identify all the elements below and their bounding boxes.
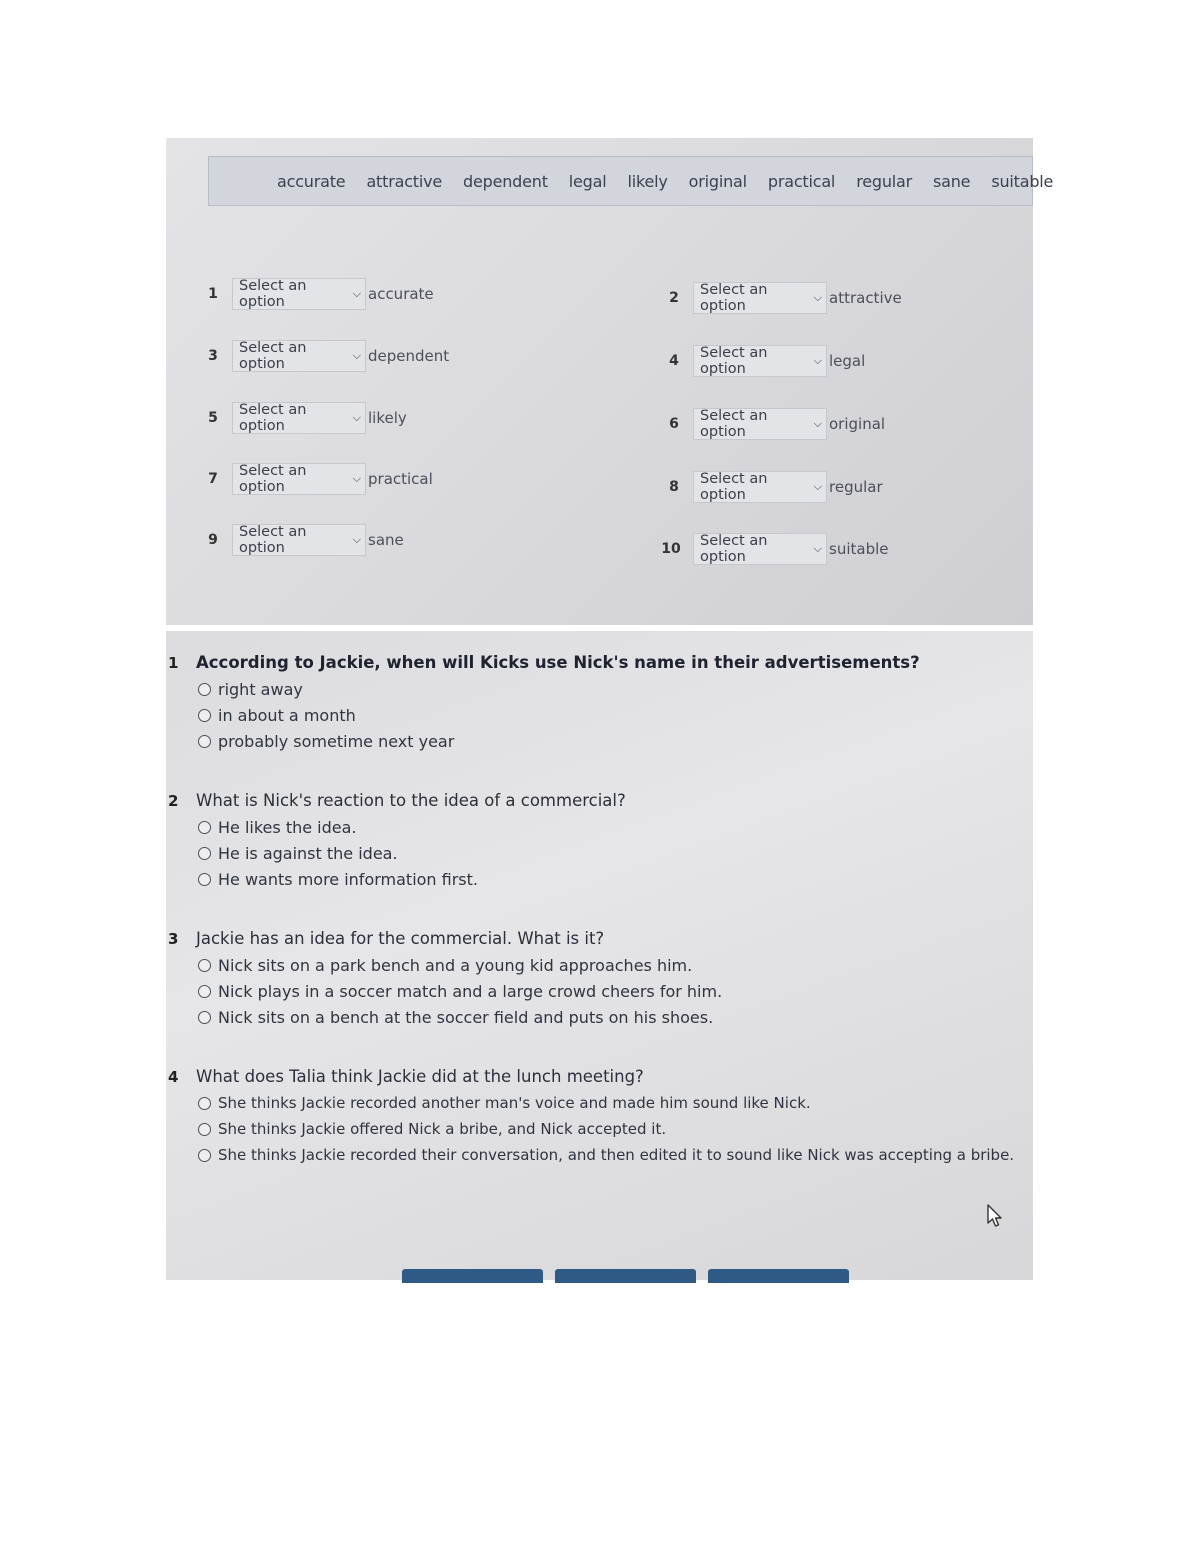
item-number: 7 xyxy=(208,471,218,487)
radio-button-icon[interactable] xyxy=(198,709,211,722)
dropdown-item-2 xyxy=(663,281,902,315)
chevron-down-icon: ⌵ xyxy=(813,417,822,430)
chevron-down-icon: ⌵ xyxy=(352,472,361,485)
option-select[interactable] xyxy=(232,463,366,495)
option-label: Nick plays in a soccer match and a large crowd cheers for him. xyxy=(218,981,723,1001)
radio-button-icon[interactable] xyxy=(198,1123,211,1136)
dropdown-item-3 xyxy=(202,339,449,373)
option-label: He is against the idea. xyxy=(218,843,398,863)
question-number: 3 xyxy=(168,930,179,948)
dropdown-item-10 xyxy=(657,532,888,566)
chevron-down-icon: ⌵ xyxy=(813,291,822,304)
answer-option[interactable] xyxy=(198,814,1033,840)
option-select[interactable] xyxy=(232,402,366,434)
item-word: sane xyxy=(368,531,404,549)
select-placeholder: Select an option xyxy=(239,278,307,310)
answer-option[interactable] xyxy=(198,866,1033,892)
answer-option[interactable] xyxy=(198,952,1033,978)
dropdown-item-7 xyxy=(202,462,433,496)
answer-option[interactable] xyxy=(198,676,1033,702)
question-3 xyxy=(166,929,1033,1030)
answer-option[interactable] xyxy=(198,1090,1033,1116)
chevron-down-icon: ⌵ xyxy=(813,542,822,555)
select-placeholder: Select an option xyxy=(239,340,307,372)
item-word: suitable xyxy=(829,540,889,558)
select-placeholder: Select an option xyxy=(700,345,768,377)
nav-button[interactable] xyxy=(708,1269,849,1283)
answer-option[interactable] xyxy=(198,1116,1033,1142)
option-select[interactable] xyxy=(232,340,366,372)
option-label: He wants more information first. xyxy=(218,869,478,889)
answer-option[interactable] xyxy=(198,702,1033,728)
chevron-down-icon: ⌵ xyxy=(352,411,361,424)
word-bank-item: attractive xyxy=(366,171,443,191)
item-word: dependent xyxy=(368,347,450,365)
word-bank-item: legal xyxy=(568,171,607,191)
item-number: 4 xyxy=(669,353,679,369)
dropdown-item-6 xyxy=(663,407,885,441)
word-bank-item: dependent xyxy=(463,171,548,191)
navigation-buttons xyxy=(402,1269,849,1283)
radio-button-icon[interactable] xyxy=(198,985,211,998)
item-number: 2 xyxy=(669,290,679,306)
item-word: attractive xyxy=(829,289,902,307)
option-label: probably sometime next year xyxy=(218,731,455,751)
radio-button-icon[interactable] xyxy=(198,847,211,860)
question-1 xyxy=(166,653,1033,754)
vocabulary-panel xyxy=(166,138,1054,625)
item-number: 8 xyxy=(669,479,679,495)
option-select[interactable] xyxy=(693,282,827,314)
dropdown-item-4 xyxy=(663,344,865,378)
nav-button[interactable] xyxy=(402,1269,543,1283)
radio-button-icon[interactable] xyxy=(198,873,211,886)
word-bank-item: accurate xyxy=(277,171,346,191)
answer-option[interactable] xyxy=(198,728,1033,754)
item-number: 9 xyxy=(208,532,218,548)
question-text: What is Nick's reaction to the idea of a commercial? xyxy=(196,791,626,810)
word-bank-item: likely xyxy=(627,171,668,191)
item-number: 5 xyxy=(208,410,218,426)
item-number: 10 xyxy=(661,541,681,557)
option-label: She thinks Jackie recorded their conversation, and then edited it to sound like Nick was accepting a bribe. xyxy=(218,1146,1015,1164)
option-label: She thinks Jackie recorded another man's voice and made him sound like Nick. xyxy=(218,1094,811,1112)
question-number: 2 xyxy=(168,792,179,810)
word-bank xyxy=(208,156,1054,206)
option-select[interactable] xyxy=(232,524,366,556)
word-bank-item: practical xyxy=(767,171,836,191)
word-bank-item: original xyxy=(688,171,747,191)
item-word: original xyxy=(829,415,886,433)
chevron-down-icon: ⌵ xyxy=(813,354,822,367)
option-label: He likes the idea. xyxy=(218,817,357,837)
question-number: 4 xyxy=(168,1068,179,1086)
item-word: likely xyxy=(368,409,407,427)
question-4 xyxy=(166,1067,1033,1168)
select-placeholder: Select an option xyxy=(700,471,768,503)
question-text: What does Talia think Jackie did at the lunch meeting? xyxy=(196,1067,644,1086)
word-bank-item: sane xyxy=(932,171,971,191)
question-number: 1 xyxy=(168,654,179,672)
select-placeholder: Select an option xyxy=(239,402,307,434)
dropdown-item-5 xyxy=(202,401,407,435)
dropdown-item-9 xyxy=(202,523,404,557)
answer-option[interactable] xyxy=(198,1004,1033,1030)
question-2 xyxy=(166,791,1033,892)
select-placeholder: Select an option xyxy=(700,408,768,440)
item-word: practical xyxy=(368,470,433,488)
answer-option[interactable] xyxy=(198,978,1033,1004)
select-placeholder: Select an option xyxy=(700,282,768,314)
item-word: regular xyxy=(829,478,883,496)
option-label: right away xyxy=(218,679,303,699)
radio-button-icon[interactable] xyxy=(198,1097,211,1110)
question-text: Jackie has an idea for the commercial. What is it? xyxy=(196,929,605,948)
chevron-down-icon: ⌵ xyxy=(813,480,822,493)
radio-button-icon[interactable] xyxy=(198,959,211,972)
item-number: 6 xyxy=(669,416,679,432)
answer-option[interactable] xyxy=(198,1142,1033,1168)
nav-button[interactable] xyxy=(555,1269,696,1283)
radio-button-icon[interactable] xyxy=(198,821,211,834)
radio-button-icon[interactable] xyxy=(198,1011,211,1024)
word-bank-item: suitable xyxy=(991,171,1054,191)
comprehension-panel xyxy=(166,631,1033,1280)
item-number: 1 xyxy=(208,286,218,302)
select-placeholder: Select an option xyxy=(239,463,307,495)
option-label: in about a month xyxy=(218,705,356,725)
mouse-pointer-icon xyxy=(986,1203,1004,1229)
option-select[interactable] xyxy=(232,278,366,310)
answer-option[interactable] xyxy=(198,840,1033,866)
item-word: legal xyxy=(829,352,866,370)
chevron-down-icon: ⌵ xyxy=(352,533,361,546)
item-number: 3 xyxy=(208,348,218,364)
option-select[interactable] xyxy=(693,533,827,565)
chevron-down-icon: ⌵ xyxy=(352,349,361,362)
option-select[interactable] xyxy=(693,408,827,440)
option-select[interactable] xyxy=(693,471,827,503)
chevron-down-icon: ⌵ xyxy=(352,287,361,300)
select-placeholder: Select an option xyxy=(239,524,307,556)
dropdown-item-1 xyxy=(202,277,434,311)
question-text: According to Jackie, when will Kicks use Nick's name in their advertisements? xyxy=(196,653,920,672)
select-placeholder: Select an option xyxy=(700,533,768,565)
radio-button-icon[interactable] xyxy=(198,683,211,696)
radio-button-icon[interactable] xyxy=(198,1149,211,1162)
option-label: Nick sits on a bench at the soccer field and puts on his shoes. xyxy=(218,1007,714,1027)
radio-button-icon[interactable] xyxy=(198,735,211,748)
dropdown-item-8 xyxy=(663,470,883,504)
option-label: She thinks Jackie offered Nick a bribe, and Nick accepted it. xyxy=(218,1120,667,1138)
option-select[interactable] xyxy=(693,345,827,377)
item-word: accurate xyxy=(368,285,434,303)
option-label: Nick sits on a park bench and a young kid approaches him. xyxy=(218,955,693,975)
word-bank-item: regular xyxy=(856,171,912,191)
